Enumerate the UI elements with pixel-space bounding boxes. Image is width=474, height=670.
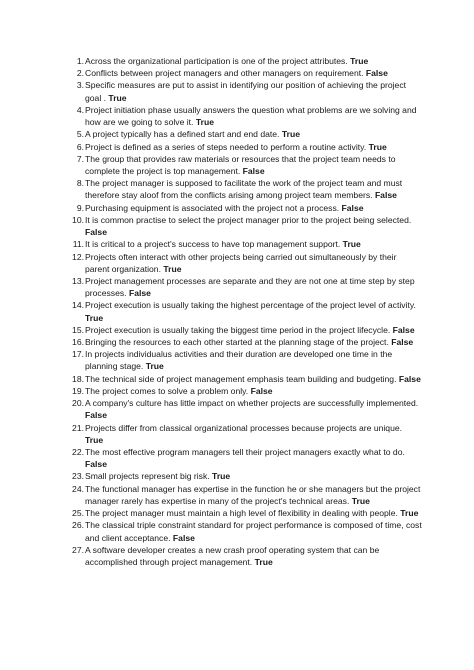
item-text: In projects individualus activities and their duration are developed one time in the planning stage. (85, 349, 393, 372)
item-answer: False (85, 410, 107, 421)
item-answer: True (195, 117, 214, 128)
item-answer: True (163, 263, 182, 274)
list-item (62, 507, 422, 519)
item-answer: True (281, 129, 300, 140)
list-item (62, 79, 422, 103)
item-text: Bringing the resources to each other started at the planning stage of the project. (85, 337, 389, 348)
item-number: 18. (72, 373, 84, 384)
item-answer: False (341, 202, 364, 213)
item-number: 2. (76, 68, 84, 79)
item-answer: True (351, 495, 370, 506)
item-number: 22. (72, 447, 84, 457)
item-text: Small projects represent big risk. (85, 471, 210, 482)
item-number: 24. (72, 483, 84, 494)
item-answer: False (392, 324, 415, 335)
list-item (62, 177, 422, 201)
item-number: 5. (76, 129, 84, 140)
item-answer: True (108, 92, 127, 103)
item-text: A company's culture has little impact on whether projects are successfully implemented. (85, 398, 419, 409)
item-text: Purchasing equipment is associated with the project not a process. (85, 202, 340, 213)
item-text: The classical triple constraint standard for project performance is composed of time, cost and client acceptance. (85, 520, 422, 543)
item-text: Project is defined as a series of steps needed to perform a routine activity. (85, 141, 367, 152)
item-number: 3. (76, 80, 84, 91)
item-text: Across the organizational participation is one of the project attributes. (85, 56, 348, 66)
item-number: 19. (72, 385, 84, 396)
item-number: 6. (76, 141, 84, 152)
list-item (62, 470, 422, 482)
list-item (62, 483, 422, 507)
item-answer: True (85, 434, 104, 445)
item-text: Specific measures are put to assist in identifying our position of achieving the project goal . (85, 80, 407, 103)
item-answer: False (85, 227, 107, 238)
list-item (62, 128, 422, 140)
item-number: 9. (76, 202, 84, 213)
item-answer: True (212, 471, 231, 482)
list-item (62, 373, 422, 385)
item-number: 26. (72, 520, 84, 531)
item-number: 10. (72, 214, 84, 225)
list-item (62, 324, 422, 336)
list-item (62, 67, 422, 79)
item-text: Project execution is usually taking the highest percentage of the project level of activity. (85, 300, 416, 311)
list-item (62, 422, 422, 446)
item-answer: False (398, 373, 421, 384)
item-answer: True (342, 239, 361, 250)
item-number: 20. (72, 398, 84, 409)
item-number: 25. (72, 508, 84, 519)
list-item (62, 275, 422, 299)
list-item (62, 385, 422, 397)
list-item (62, 251, 422, 275)
item-answer: True (254, 556, 273, 567)
item-answer: True (368, 141, 387, 152)
list-item (62, 153, 422, 177)
item-text: It is critical to a project's success to have top management support. (85, 239, 341, 250)
list-item (62, 519, 422, 543)
item-number: 14. (72, 300, 84, 311)
item-text: The project comes to solve a problem only. (85, 385, 249, 396)
item-answer: False (128, 288, 151, 299)
item-number: 4. (76, 104, 84, 115)
item-text: Projects often interact with other projects being carried out simultaneously by their parent organization. (85, 251, 397, 274)
item-text: The technical side of project management emphasis team building and budgeting. (85, 373, 397, 384)
item-text: The group that provides raw materials or resources that the project team needs to complete the project is top management. (85, 153, 396, 176)
item-number: 16. (72, 337, 84, 348)
item-text: The project manager must maintain a high level of flexibility in dealing with people. (85, 508, 398, 519)
item-number: 1. (76, 56, 84, 66)
list-item (62, 446, 422, 470)
list-item (62, 202, 422, 214)
item-answer: False (85, 459, 107, 470)
item-number: 7. (76, 153, 84, 164)
list-item (62, 238, 422, 250)
item-text: The functional manager has expertise in the function he or she managers but the project manager rarely has expertise in many of the project's technical areas. (85, 483, 421, 506)
list-item (62, 397, 422, 421)
item-number: 23. (72, 471, 84, 482)
list-item (62, 544, 422, 568)
item-answer: False (391, 337, 414, 348)
item-answer: False (374, 190, 397, 201)
item-answer: False (365, 68, 388, 79)
list-item (62, 104, 422, 128)
list-item (62, 141, 422, 153)
item-text: Conflicts between project managers and other managers on requirement. (85, 68, 364, 79)
list-item (62, 348, 422, 372)
item-answer: True (145, 361, 164, 372)
item-number: 21. (72, 422, 84, 433)
item-text: The most effective program managers tell their project managers exactly what to do. (85, 447, 405, 457)
item-answer: True (400, 508, 419, 519)
item-text: A project typically has a defined start and end date. (85, 129, 280, 140)
list-item (62, 336, 422, 348)
item-text: Project management processes are separate and they are not one at time step by step processes. (85, 275, 415, 299)
item-text: The project manager is supposed to facilitate the work of the project team and must therefore stay aloof from the conflicts arising among project team members. (85, 178, 403, 201)
item-number: 27. (72, 544, 84, 555)
list-item (62, 214, 422, 238)
item-number: 11. (72, 239, 84, 250)
item-answer: True (350, 56, 369, 66)
item-number: 12. (72, 251, 84, 262)
item-number: 8. (76, 178, 84, 189)
question-list (62, 55, 422, 568)
list-item (62, 55, 422, 67)
item-text: A software developer creates a new crash proof operating system that can be accomplished through project management. (85, 544, 380, 567)
item-text: Project execution is usually taking the biggest time period in the project lifecycle. (85, 324, 391, 335)
list-item (62, 299, 422, 323)
item-answer: False (172, 532, 195, 543)
item-answer: True (85, 312, 104, 323)
item-number: 15. (72, 324, 84, 335)
item-text: Project initiation phase usually answers the question what problems are we solving and how are we going to solve it. (85, 104, 417, 128)
item-number: 17. (72, 349, 84, 360)
item-number: 13. (72, 275, 84, 286)
item-answer: False (250, 385, 273, 396)
item-answer: False (242, 165, 265, 176)
item-text: It is common practise to select the project manager prior to the project being selected. (85, 214, 412, 225)
item-text: Projects differ from classical organizational processes because projects are unique. (85, 422, 403, 433)
